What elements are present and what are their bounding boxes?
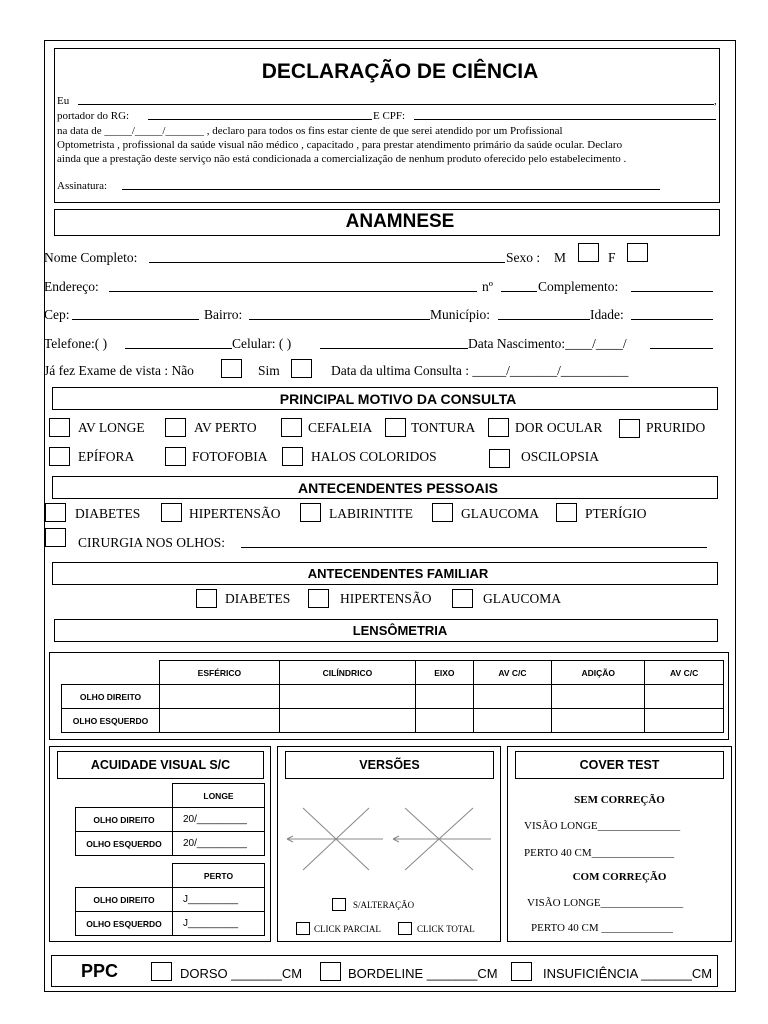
sexo-m-checkbox[interactable] — [578, 243, 599, 262]
oe-adicao-cell[interactable] — [552, 709, 645, 733]
perto-oe-field[interactable]: J_________ — [173, 912, 265, 936]
bairro-field[interactable] — [249, 307, 430, 320]
longe-od-label: OLHO DIREITO — [76, 808, 173, 832]
com-visao-longe-field[interactable]: VISÃO LONGE_______________ — [527, 897, 684, 909]
perto-oe-label: OLHO ESQUERDO — [76, 912, 173, 936]
pessoais-pterigio-checkbox[interactable] — [556, 503, 577, 522]
col-av-cc-1: AV C/C — [473, 661, 552, 685]
declaration-text-1: na data de _____/_____/_______ , declaro para todos os fins estar ciente de que serei atendido por um Profissional — [57, 125, 563, 137]
versoes-title: VERSÕES — [285, 751, 494, 779]
endereco-field[interactable] — [109, 279, 477, 292]
bairro-label: Bairro: — [204, 307, 243, 322]
od-adicao-cell[interactable] — [552, 685, 645, 709]
dor-ocular-checkbox[interactable] — [488, 418, 509, 437]
com-perto-field[interactable]: PERTO 40 CM _____________ — [531, 922, 673, 934]
cpf-field[interactable] — [414, 107, 716, 120]
rg-label: portador do RG: — [57, 110, 130, 122]
acuidade-longe-table — [75, 783, 265, 856]
cirurgia-label: CIRURGIA NOS OLHOS: — [78, 535, 226, 550]
sexo-label: Sexo : — [506, 250, 541, 265]
complemento-field[interactable] — [631, 279, 713, 292]
av-longe-checkbox[interactable] — [49, 418, 70, 437]
cep-label: Cep: — [44, 307, 70, 322]
empty-cell — [62, 661, 160, 685]
motivo-title: PRINCIPAL MOTIVO DA CONSULTA — [279, 391, 517, 407]
comma-mark: , — [714, 95, 717, 107]
oscilopsia-label: OSCILOPSIA — [521, 449, 600, 464]
pessoais-hipertensao-checkbox[interactable] — [161, 503, 182, 522]
click-parcial-label: CLICK PARCIAL — [314, 924, 381, 934]
col-cilindrico: CILÍNDRICO — [279, 661, 415, 685]
assinatura-label: Assinatura: — [57, 180, 108, 192]
av-longe-label: AV LONGE — [78, 420, 145, 435]
municipio-label: Município: — [430, 307, 490, 322]
col-adicao: ADIÇÃO — [552, 661, 645, 685]
perto-header: PERTO — [173, 864, 265, 888]
municipio-field[interactable] — [498, 307, 590, 320]
longe-oe-label: OLHO ESQUERDO — [76, 832, 173, 856]
pessoais-labirintite-checkbox[interactable] — [300, 503, 321, 522]
familiar-title: ANTECENDENTES FAMILIAR — [307, 566, 489, 581]
acuidade-perto-table — [75, 863, 265, 936]
perto-od-label: OLHO DIREITO — [76, 888, 173, 912]
od-esferico-cell[interactable] — [160, 685, 280, 709]
sem-visao-longe-field[interactable]: VISÃO LONGE_______________ — [524, 820, 681, 832]
longe-oe-field[interactable]: 20/_________ — [173, 832, 265, 856]
familiar-diabetes-checkbox[interactable] — [196, 589, 217, 608]
assinatura-field[interactable] — [122, 177, 660, 190]
oe-eixo-cell[interactable] — [416, 709, 473, 733]
lensometria-table — [61, 660, 724, 733]
data-nascimento-label: Data Nascimento:____/____/ — [468, 336, 627, 351]
familiar-hipertensao-checkbox[interactable] — [308, 589, 329, 608]
oe-cilindrico-cell[interactable] — [279, 709, 415, 733]
od-eixo-cell[interactable] — [416, 685, 473, 709]
row-label-od: OLHO DIREITO — [62, 685, 160, 709]
familiar-glaucoma-label: GLAUCOMA — [483, 591, 562, 606]
bordeline-label: BORDELINE _______CM — [348, 966, 498, 981]
epifora-label: EPÍFORA — [78, 449, 135, 464]
empty-cell — [76, 864, 173, 888]
com-correcao-label: COM CORREÇÃO — [572, 871, 667, 883]
numero-field[interactable] — [501, 279, 537, 292]
nome-field[interactable] — [149, 250, 505, 263]
insuficiencia-checkbox[interactable] — [511, 962, 532, 981]
tontura-checkbox[interactable] — [385, 418, 406, 437]
exame-label: Já fez Exame de vista : Não — [44, 363, 194, 378]
sexo-f-checkbox[interactable] — [627, 243, 648, 262]
col-eixo: EIXO — [416, 661, 473, 685]
dorso-label: DORSO _______CM — [180, 966, 303, 981]
ppc-label: PPC — [81, 961, 119, 981]
celular-field[interactable] — [320, 336, 468, 349]
lensometria-title: LENSÔMETRIA — [352, 623, 448, 638]
declaration-text-3: ainda que a prestação deste serviço não está condicionada a comercialização de nenhum produto oferecido pelo estabelecimento . — [57, 153, 627, 165]
cefaleia-label: CEFALEIA — [308, 420, 373, 435]
bordeline-checkbox[interactable] — [320, 962, 341, 981]
endereco-label: Endereço: — [44, 279, 99, 294]
pessoais-diabetes-checkbox[interactable] — [45, 503, 66, 522]
declaration-title: DECLARAÇÃO DE CIÊNCIA — [261, 60, 539, 83]
exame-sim-checkbox[interactable] — [291, 359, 312, 378]
click-total-checkbox[interactable] — [398, 922, 412, 935]
pessoais-glaucoma-label: GLAUCOMA — [461, 506, 540, 521]
av-perto-label: AV PERTO — [194, 420, 257, 435]
cep-field[interactable] — [72, 307, 199, 320]
halos-coloridos-checkbox[interactable] — [282, 447, 303, 466]
sexo-m-label: M — [554, 250, 567, 265]
fotofobia-label: FOTOFOBIA — [192, 449, 268, 464]
pessoais-pterigio-label: PTERÍGIO — [585, 506, 647, 521]
acuidade-title: ACUIDADE VISUAL S/C — [57, 751, 264, 779]
versoes-diagram — [277, 796, 501, 886]
familiar-glaucoma-checkbox[interactable] — [452, 589, 473, 608]
data-nascimento-field[interactable] — [650, 336, 713, 349]
empty-cell — [76, 784, 173, 808]
fotofobia-checkbox[interactable] — [165, 447, 186, 466]
table-row-od — [62, 685, 724, 709]
od-av-cc-cell[interactable] — [473, 685, 552, 709]
oe-av-cc-cell[interactable] — [473, 709, 552, 733]
longe-od-field[interactable]: 20/_________ — [173, 808, 265, 832]
click-parcial-checkbox[interactable] — [296, 922, 310, 935]
cirurgia-checkbox[interactable] — [45, 528, 66, 547]
idade-label: Idade: — [590, 307, 624, 322]
idade-field[interactable] — [631, 307, 713, 320]
exame-nao-checkbox[interactable] — [221, 359, 242, 378]
nome-label: Nome Completo: — [44, 250, 138, 265]
sexo-f-label: F — [608, 250, 616, 265]
table-row-oe — [62, 709, 724, 733]
insuficiencia-label: INSUFICIÊNCIA _______CM — [543, 966, 713, 981]
celular-label: Celular: ( ) — [232, 336, 292, 351]
cefaleia-checkbox[interactable] — [281, 418, 302, 437]
row-label-oe: OLHO ESQUERDO — [62, 709, 160, 733]
s-alteracao-checkbox[interactable] — [332, 898, 346, 911]
halos-coloridos-label: HALOS COLORIDOS — [311, 449, 437, 464]
cirurgia-field[interactable] — [241, 535, 707, 548]
col-av-cc-2: AV C/C — [645, 661, 724, 685]
av-perto-checkbox[interactable] — [165, 418, 186, 437]
rg-field[interactable] — [148, 107, 372, 120]
eu-label: Eu — [57, 95, 70, 107]
sem-correcao-label: SEM CORREÇÃO — [574, 794, 665, 806]
perto-od-field[interactable]: J_________ — [173, 888, 265, 912]
tontura-label: TONTURA — [411, 420, 476, 435]
od-av-cc-2-cell[interactable] — [645, 685, 724, 709]
complemento-label: Complemento: — [538, 279, 619, 294]
anamnese-title: ANAMNESE — [345, 211, 455, 232]
oe-av-cc-2-cell[interactable] — [645, 709, 724, 733]
longe-header: LONGE — [173, 784, 265, 808]
sem-perto-field[interactable]: PERTO 40 CM_______________ — [524, 847, 675, 859]
familiar-diabetes-label: DIABETES — [225, 591, 291, 606]
od-cilindrico-cell[interactable] — [279, 685, 415, 709]
familiar-hipertensao-label: HIPERTENSÃO — [340, 591, 432, 606]
cpf-label: E CPF: — [373, 110, 406, 122]
exame-sim-label: Sim — [258, 363, 280, 378]
cover-title: COVER TEST — [515, 751, 724, 779]
oe-esferico-cell[interactable] — [160, 709, 280, 733]
dorso-checkbox[interactable] — [151, 962, 172, 981]
dor-ocular-label: DOR OCULAR — [515, 420, 603, 435]
epifora-checkbox[interactable] — [49, 447, 70, 466]
oscilopsia-checkbox[interactable] — [489, 449, 510, 468]
eu-field[interactable] — [78, 92, 714, 105]
declaration-text-2: Optometrista , profissional da saúde visual não médico , capacitado , para prestar atendimento primário da saúde ocular. Declaro — [57, 139, 623, 151]
col-esferico: ESFÉRICO — [160, 661, 280, 685]
numero-label: nº — [482, 279, 493, 294]
pessoais-diabetes-label: DIABETES — [75, 506, 141, 521]
prurido-label: PRURIDO — [646, 420, 706, 435]
click-total-label: CLICK TOTAL — [417, 924, 475, 934]
lensometria-header-row — [62, 661, 724, 685]
telefone-field[interactable] — [125, 336, 232, 349]
pessoais-hipertensao-label: HIPERTENSÃO — [189, 506, 281, 521]
telefone-label: Telefone:( ) — [44, 336, 108, 351]
prurido-checkbox[interactable] — [619, 419, 640, 438]
ultima-consulta-label: Data da ultima Consulta : _____/_______/__________ — [331, 363, 629, 378]
pessoais-title: ANTECENDENTES PESSOAIS — [298, 480, 498, 496]
pessoais-glaucoma-checkbox[interactable] — [432, 503, 453, 522]
s-alteracao-label: S/ALTERAÇÃO — [353, 900, 415, 910]
pessoais-labirintite-label: LABIRINTITE — [329, 506, 413, 521]
